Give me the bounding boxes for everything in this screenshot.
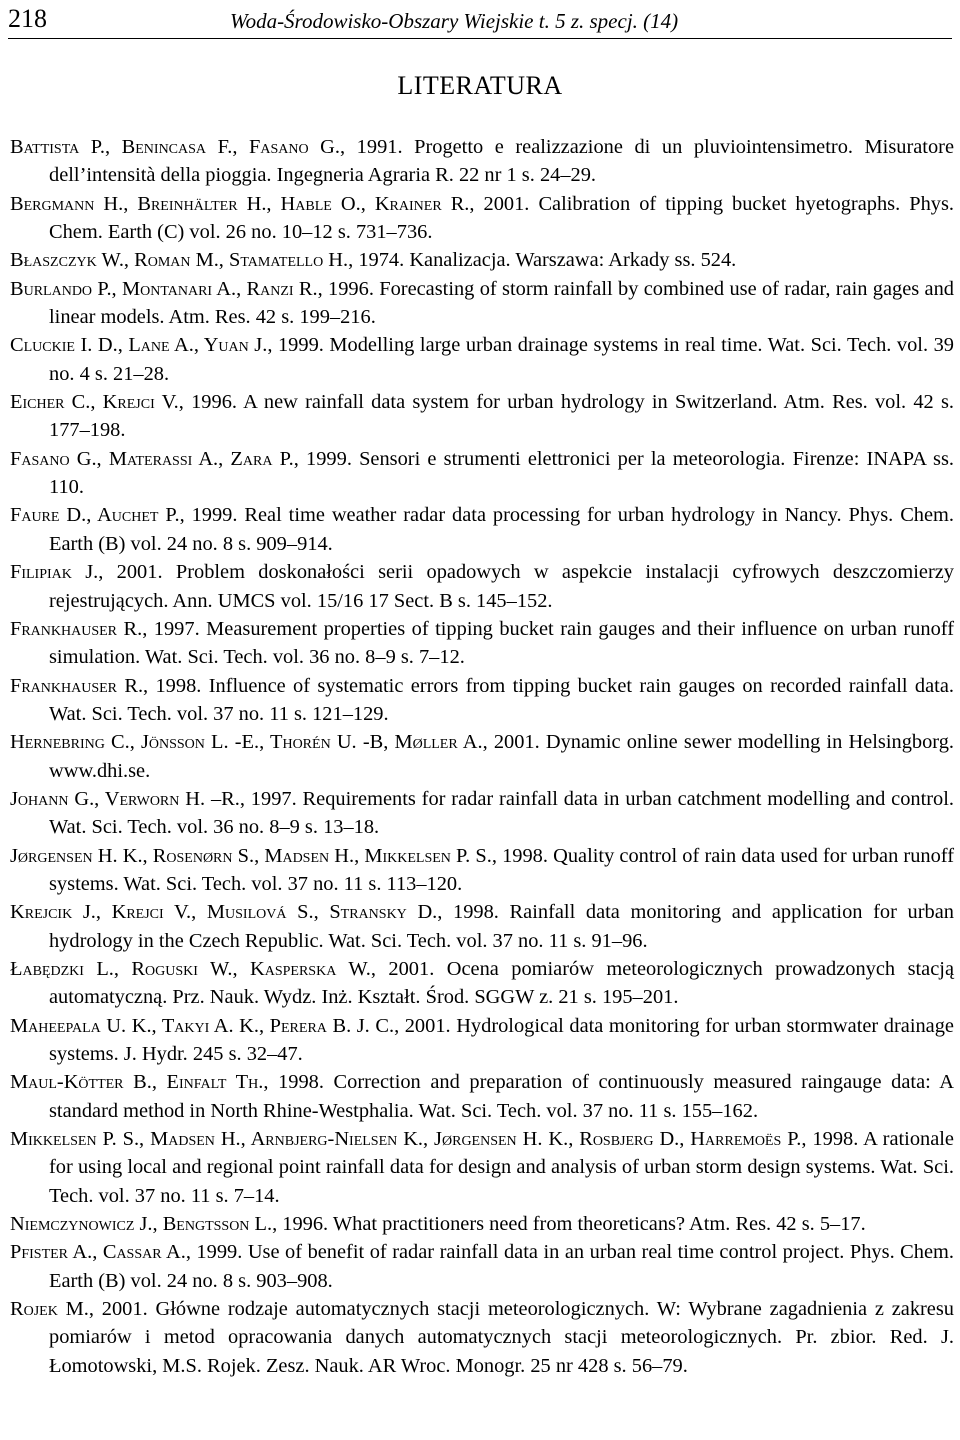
reference-authors: Faure D., Auchet P.: [10, 504, 180, 527]
reference-details: , 2001. Calibration of tipping bucket hyetographs. Phys. Chem. Earth (C) vol. 26 no. 10–12 s. 731–736.: [49, 192, 954, 244]
reference-entry: [10, 672, 954, 729]
reference-entry: [10, 133, 954, 190]
reference-authors: Hernebring C., Jönsson L. -E., Thorén U. -B, Møller A.: [10, 731, 483, 754]
journal-title: Woda-Środowisko-Obszary Wiejskie t. 5 z. specj. (14): [230, 9, 679, 33]
reference-authors: Niemczynowicz J., Bengtsson L.: [10, 1213, 273, 1236]
reference-authors: Burlando P., Montanari A., Ranzi R.: [10, 277, 318, 300]
reference-details: , 1997. Measurement properties of tipping bucket rain gauges and their influence on urban runoff simulation. Wat. Sci. Tech. vol. 36 no. 8–9 s. 7–12.: [49, 617, 954, 669]
reference-details: , 1991. Progetto e realizzazione di un pluviointensimetro. Misuratore dell’intensità della pioggia. Ingegneria Agraria R. 22 nr 1 s. 24–29.: [49, 136, 955, 187]
reference-authors: Frankhauser R.: [10, 674, 144, 697]
reference-entry: [10, 246, 954, 274]
reference-entry: [10, 1068, 954, 1125]
reference-authors: Krejcik J., Krejci V., Musilová S., Stransky D.: [10, 901, 438, 924]
reference-entry: [10, 615, 954, 672]
section-title: LITERATURA: [397, 71, 563, 100]
reference-entry: [10, 388, 954, 445]
reference-authors: Bergmann H., Breinhälter H., Hable O., Krainer R.: [10, 192, 470, 215]
reference-details: , 2001. Główne rodzaje automatycznych stacji meteorologicznych. W: Wybrane zagadnienia z zakresu pomiarów i metod opracowania danych automatycznych stacji meteorologicznych. Pr. zbior. Red. J. Łomotowski, M.S. Rojek. Zesz. Nauk. AR Wroc. Monogr. 25 nr 428 s. 56–79.: [49, 1298, 954, 1377]
reference-entry: [10, 445, 954, 502]
page-number: 218: [8, 4, 47, 33]
reference-authors: Rojek M.: [10, 1298, 89, 1321]
reference-authors: Maul-Kötter B., Einfalt Th.: [10, 1071, 264, 1094]
reference-details: , 1974. Kanalizacja. Warszawa: Arkady ss. 524.: [348, 249, 737, 272]
reference-details: , 1997. Requirements for radar rainfall data in urban catchment modelling and control. Wat. Sci. Tech. vol. 36 no. 8–9 s. 13–18.: [49, 787, 954, 839]
reference-authors: Łabędzki L., Roguski W., Kasperska W.: [10, 957, 371, 980]
reference-authors: Eicher C., Krejci V.: [10, 391, 179, 414]
reference-authors: Johann G., Verworn H. –R.: [10, 787, 240, 810]
reference-entry: [10, 190, 954, 247]
reference-details: , 1998. A rationale for using local and regional point rainfall data for design and analysis of urban storm design systems. Wat. Sci. Tech. vol. 37 no. 11 s. 7–14.: [49, 1128, 954, 1207]
reference-entry: [10, 1125, 954, 1210]
reference-details: , 1996. Forecasting of storm rainfall by combined use of radar, rain gages and linear models. Atm. Res. 42 s. 199–216.: [49, 277, 954, 329]
running-header: [8, 4, 952, 39]
reference-authors: Battista P., Benincasa F., Fasano G.: [10, 136, 341, 158]
reference-authors: Błaszczyk W., Roman M., Stamatello H.: [10, 249, 349, 272]
reference-list: [10, 133, 954, 1380]
reference-entry: [10, 1012, 954, 1069]
reference-authors: Pfister A., Cassar A.: [10, 1241, 186, 1264]
reference-details: , 1998. Influence of systematic errors from tipping bucket rain gauges on recorded rainfall data. Wat. Sci. Tech. vol. 37 no. 11 s. 121–129.: [49, 674, 954, 725]
reference-details: , 1999. Modelling large urban drainage systems in real time. Wat. Sci. Tech. vol. 39 no. 4 s. 21–28.: [49, 334, 954, 385]
reference-details: , 1998. Rainfall data monitoring and application for urban hydrology in the Czech Republic. Wat. Sci. Tech. vol. 37 no. 11 s. 91–96.: [49, 901, 954, 952]
reference-details: , 1996. A new rainfall data system for urban hydrology in Switzerland. Atm. Res. vol. 42 s. 177–198.: [49, 391, 954, 442]
reference-details: , 1999. Real time weather radar data processing for urban hydrology in Nancy. Phys. Chem. Earth (B) vol. 24 no. 8 s. 909–914.: [49, 504, 954, 555]
reference-entry: [10, 1210, 954, 1238]
reference-authors: Filipiak J.: [10, 561, 99, 584]
reference-entry: [10, 955, 954, 1012]
reference-entry: [10, 501, 954, 558]
reference-entry: [10, 728, 954, 785]
reference-authors: Maheepala U. K., Takyi A. K., Perera B. J. C.: [10, 1014, 395, 1037]
reference-details: , 2001. Problem doskonałości serii opadowych w aspekcie instalacji cyfrowych deszczomierzy rejestrujących. Ann. UMCS vol. 15/16 17 Sect. B s. 145–152.: [49, 561, 954, 612]
reference-authors: Frankhauser R.: [10, 617, 143, 640]
reference-entry: [10, 898, 954, 955]
reference-entry: [10, 1238, 954, 1295]
reference-authors: Jørgensen H. K., Rosenørn S., Madsen H., Mikkelsen P. S.: [10, 844, 492, 867]
reference-entry: [10, 558, 954, 615]
reference-details: , 2001. Hydrological data monitoring for urban stormwater drainage systems. J. Hydr. 245 s. 32–47.: [49, 1014, 954, 1065]
reference-authors: Fasano G., Materassi A., Zara P.: [10, 447, 294, 470]
reference-details: , 1999. Use of benefit of radar rainfall data in an urban real time control project. Phys. Chem. Earth (B) vol. 24 no. 8 s. 903–908.: [49, 1241, 954, 1292]
reference-entry: [10, 842, 954, 899]
reference-details: , 1996. What practitioners need from theoreticans? Atm. Res. 42 s. 5–17.: [272, 1213, 866, 1236]
reference-entry: [10, 785, 954, 842]
reference-details: , 1999. Sensori e strumenti elettronici per la meteorologia. Firenze: INAPA ss. 110.: [49, 447, 954, 499]
reference-details: , 1998. Correction and preparation of continuously measured raingauge data: A standard method in North Rhine-Westphalia. Wat. Sci. Tech. vol. 37 no. 11 s. 155–162.: [49, 1071, 955, 1122]
reference-entry: [10, 1295, 954, 1380]
reference-details: , 2001. Ocena pomiarów meteorologicznych prowadzonych stacją automatyczną. Prz. Nauk. Wydz. Inż. Kształt. Środ. SGGW z. 21 s. 195–201.: [49, 957, 954, 1009]
reference-authors: Mikkelsen P. S., Madsen H., Arnbjerg-Nielsen K., Jørgensen H. K., Rosbjerg D., Harremoës P.: [10, 1128, 802, 1151]
reference-entry: [10, 331, 954, 388]
reference-details: , 1998. Quality control of rain data used for urban runoff systems. Wat. Sci. Tech. vol. 37 no. 11 s. 113–120.: [49, 844, 954, 895]
reference-authors: Cluckie I. D., Lane A., Yuan J.: [10, 334, 268, 357]
reference-details: , 2001. Dynamic online sewer modelling in Helsingborg. www.dhi.se.: [49, 731, 954, 782]
reference-entry: [10, 275, 954, 332]
